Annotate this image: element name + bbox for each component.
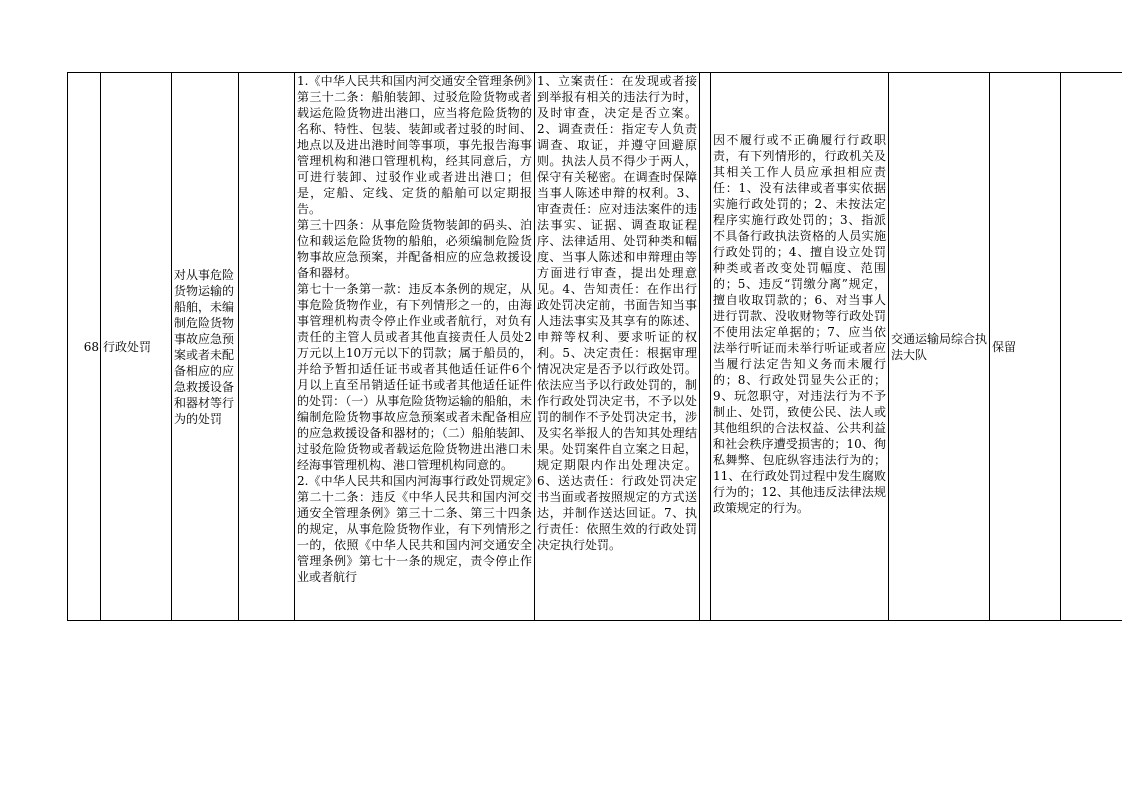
- legal-basis-paragraph: 第七十一条第一款：违反本条例的规定，从事危险货物作业，有下列情形之一的，由海事管理机构责令停止作业或者航行，对负有责任的主管人员或者其他直接责任人员处2万元以上10万元以下的罚款；属于船员的，并给予暂扣适任证书或者其他适任证件6个月以上直至吊销适任证书或者其他适任证件的处罚：（一）从事危险货物运输的船舶，未编制危险货物事故应急预案或者未配备相应的应急救援设备和器材的；（二）船舶装卸、过驳危险货物或者载运危险货物进出港口未经海事管理机构、港口管理机构同意的。: [297, 282, 532, 472]
- table-row: [68, 73, 1122, 621]
- power-name: 对从事危险货物运输的船舶，未编制危险货物事故应急预案或者未配备相应的应急救援设备和器材等行为的处罚: [172, 73, 239, 621]
- sub-item-cell: [239, 73, 295, 621]
- power-type: 行政处罚: [101, 73, 172, 621]
- status-cell: 保留: [990, 73, 1061, 621]
- legal-basis-paragraph: 第三十四条：从事危险货物装卸的码头、泊位和载运危险货物的船舶，必须编制危险货物事故应急预案，并配备相应的应急救援设备和器材。: [297, 218, 532, 280]
- duty-cell: [535, 73, 700, 621]
- row-number: 68: [68, 73, 101, 621]
- implementing-org: 交通运输局综合执法大队: [889, 73, 990, 621]
- legal-basis-paragraph: 1.《中华人民共和国内河交通安全管理条例》第三十二条：船舶装卸、过驳危险货物或者载运危险货物进出港口，应当将危险货物的名称、特性、包装、装卸或者过驳的时间、地点以及进出港时间等事项，事先报告海事管理机构和港口管理机构，经其同意后，方可进行装卸、过驳作业或者进出港口；但是，定船、定线、定货的船舶可以定期报告。: [297, 74, 532, 216]
- remark-cell: [1061, 73, 1122, 621]
- liability-text: 因不履行或不正确履行行政职责，有下列情形的，行政机关及其相关工作人员应承担相应责任：1、没有法律或者事实依据实施行政处罚的；2、未按法定程序实施行政处罚的；3、指派不具备行政执法资格的人员实施行政处罚的；4、擅自设立处罚种类或者改变处罚幅度、范围的；5、违反“罚缴分离”规定，擅自收取罚款的；6、对当事人进行罚款、没收财物等行政处罚不使用法定单据的；7、应当依法举行听证而未举行听证或者应当履行法定告知义务而未履行的；8、行政处罚显失公正的；9、玩忽职守，对违法行为不予制止、处罚，致使公民、法人或其他组织的合法权益、公共利益和社会秩序遭受损害的；10、徇私舞弊、包庇纵容违法行为的；11、在行政处罚过程中发生腐败行为的；12、其他违反法律法规政策规定的行为。: [713, 133, 886, 515]
- power-list-table: [67, 72, 1122, 621]
- duty-text: 1、立案责任：在发现或者接到举报有相关的违法行为时，及时审查，决定是否立案。2、调查责任：指定专人负责调查、取证，并遵守回避原则。执法人员不得少于两人，保守有关秘密。在调查时保障当事人陈述申辩的权利。3、审查责任：应对违法案件的违法事实、证据、调查取证程序、法律适用、处罚种类和幅度、当事人陈述和申辩理由等方面进行审查，提出处理意见。4、告知责任：在作出行政处罚决定前，书面告知当事人违法事实及其享有的陈述、申辩等权利、要求听证的权利。5、决定责任：根据审理情况决定是否予以行政处罚。依法应当予以行政处罚的，制作行政处罚决定书，不予以处罚的制作不予处罚决定书，涉及实名举报人的告知其处理结果。处罚案件自立案之日起，规定期限内作出处理决定。6、送达责任：行政处罚决定书当面或者按照规定的方式送达，并制作送达回证。7、执行责任：依照生效的行政处罚决定执行处罚。: [537, 74, 697, 552]
- liability-cell: [711, 73, 889, 621]
- legal-basis-paragraph: 2.《中华人民共和国内河海事行政处罚规定》第二十二条：违反《中华人民共和国内河交通安全管理条例》第三十二条、第三十四条的规定，从事危险货物作业，有下列情形之一的，依照《中华人民共和国内河交通安全管理条例》第七十一条的规定，责令停止作业或者航行: [297, 474, 532, 584]
- blank-cell: [700, 73, 711, 621]
- legal-basis-cell: [295, 73, 535, 621]
